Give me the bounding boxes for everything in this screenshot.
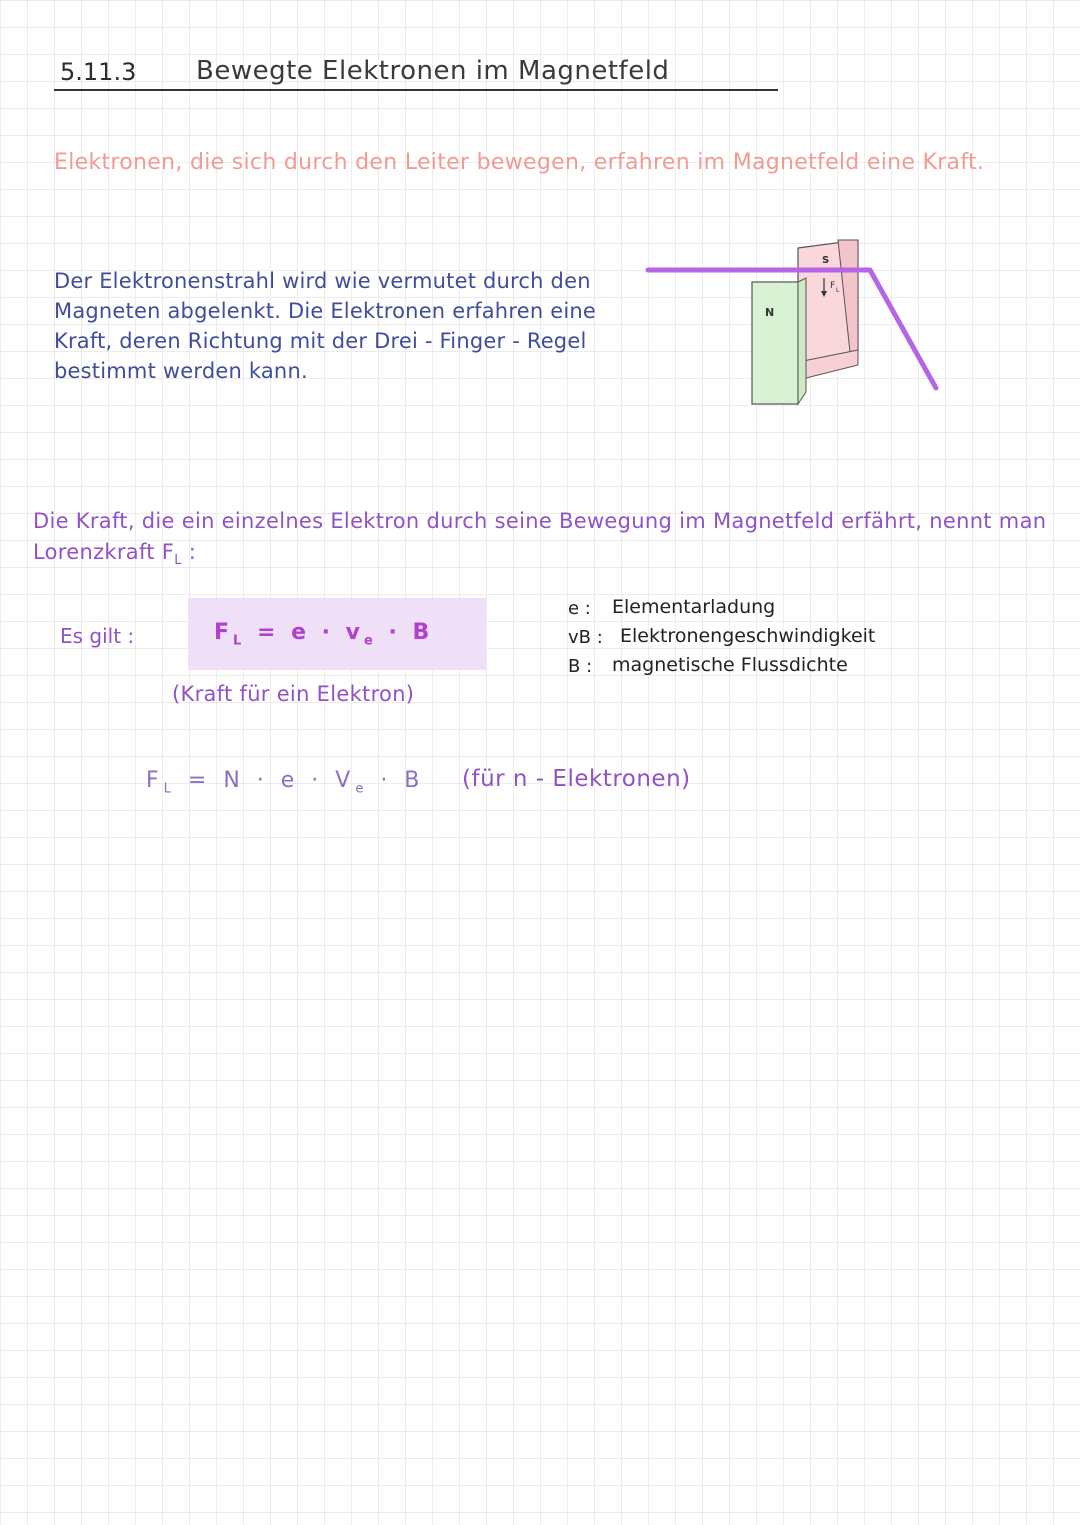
formula-intro: Es gilt : — [60, 624, 135, 648]
north-pole-side — [798, 278, 806, 404]
formula-n-rhs-sub: e — [355, 781, 369, 797]
legend-value-e: Elementarladung — [612, 596, 776, 618]
north-pole-block — [752, 282, 798, 404]
force-label: F — [830, 281, 836, 291]
formula-n-lhs: F — [146, 768, 164, 793]
formula-n-caption: (für n - Elektronen) — [462, 766, 691, 792]
title-underline — [54, 89, 778, 91]
formula-n-lhs-sub: L — [163, 781, 176, 797]
north-pole-label: N — [765, 306, 775, 319]
magnet-diagram — [640, 230, 960, 410]
legend-key-e: e : — [568, 598, 591, 619]
legend-key-v: vB : — [568, 627, 603, 648]
definition-text: Die Kraft, die ein einzelnes Elektron durch seine Bewegung im Magnetfeld erfährt, nennt man Lorenzkraft F — [33, 509, 1047, 564]
page-title: Bewegte Elektronen im Magnetfeld — [196, 56, 670, 86]
observation-text: Der Elektronenstrahl wird wie vermutet durch den Magneten abgelenkt. Die Elektronen erfahren eine Kraft, deren Richtung mit der Drei - Finger - Regel bestimmt werden kann. — [54, 269, 596, 383]
lorentz-definition — [33, 506, 1063, 576]
definition-subscript: L — [174, 553, 182, 569]
force-subscript: L — [836, 287, 840, 294]
formula-n-electrons — [146, 768, 424, 796]
formula-rhs-sub: e — [364, 633, 377, 649]
lorentz-formula — [214, 620, 433, 648]
south-pole-label: S — [822, 255, 830, 266]
formula-lhs: F — [214, 620, 234, 645]
formula-n-rhs-tail: · B — [368, 768, 425, 793]
legend-key-b: B : — [568, 656, 593, 677]
formula-lhs-sub: L — [233, 633, 246, 649]
legend-value-b: magnetische Flussdichte — [612, 654, 848, 676]
legend-value-v: Elektronengeschwindigkeit — [620, 625, 876, 647]
formula-rhs-tail: · B — [376, 620, 434, 645]
formula-n-rhs: = N · e · V — [175, 768, 356, 793]
section-number: 5.11.3 — [60, 58, 137, 86]
formula-rhs: = e · v — [245, 620, 365, 645]
definition-suffix: : — [181, 540, 197, 564]
formula-caption: (Kraft für ein Elektron) — [172, 682, 415, 706]
intro-text: Elektronen, die sich durch den Leiter bewegen, erfahren im Magnetfeld eine Kraft. — [54, 150, 985, 175]
